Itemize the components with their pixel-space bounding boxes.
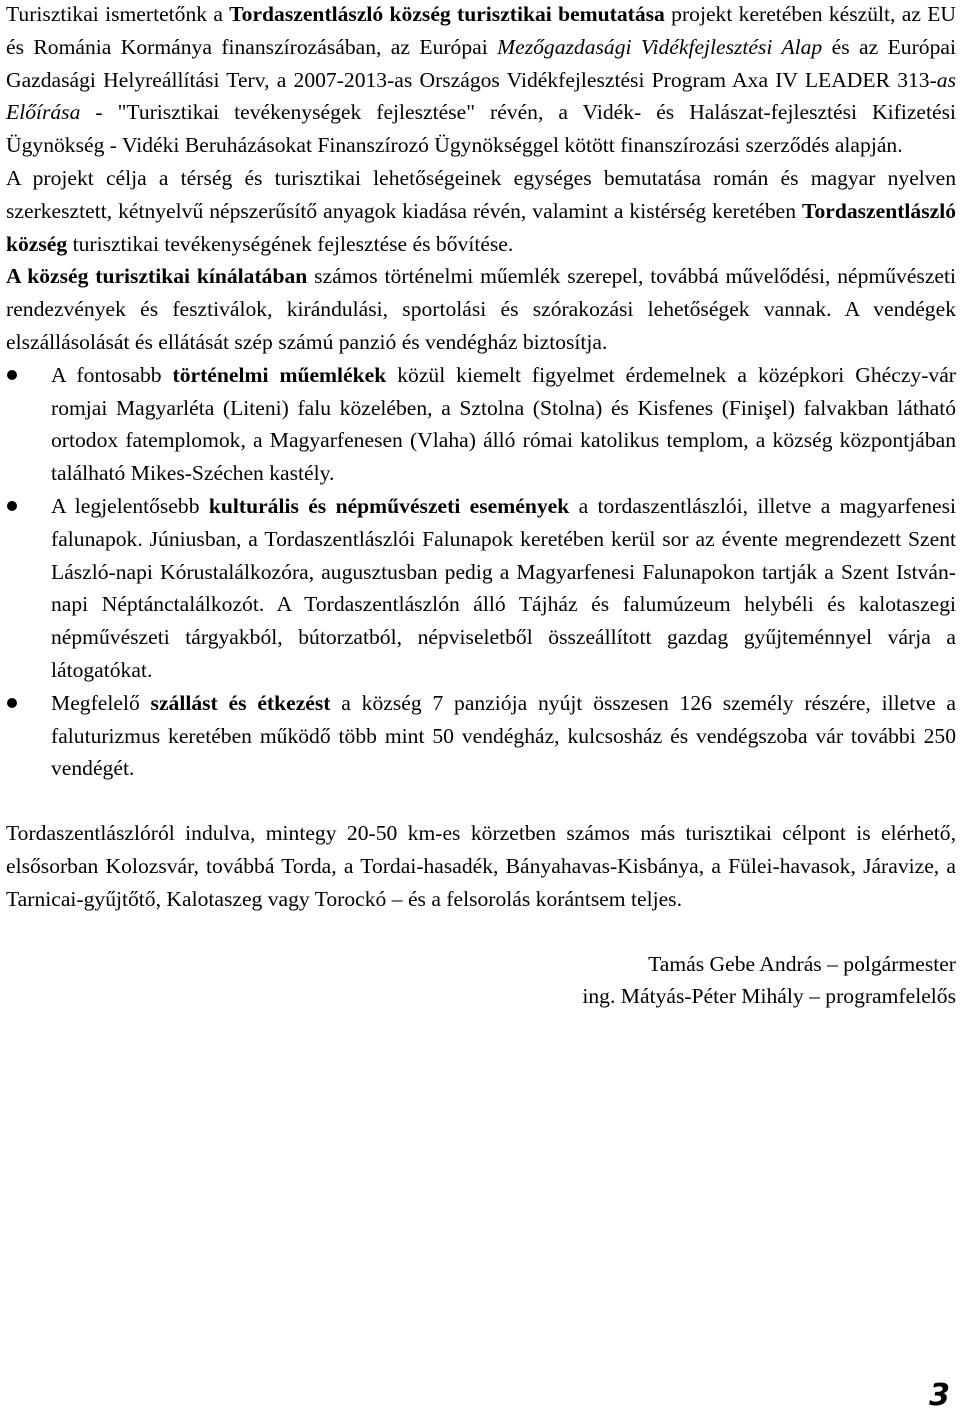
bold-term: történelmi műemlékek [172,362,387,387]
list-item [6,687,956,785]
commune-name: Tordaszentlászló község [6,198,956,256]
signature-program-manager: ing. Mátyás-Péter Mihály – programfelelős [582,984,956,1009]
signature-mayor: Tamás Gebe András – polgármester [648,951,956,976]
text-run: Turisztikai ismertetőnk a [6,2,230,26]
measure-name: as Előírása [6,67,956,125]
offer-heading: A község turisztikai kínálatában [6,264,308,289]
spacer [6,785,956,817]
list-item [6,490,956,687]
destinations-paragraph: Tordaszentlászlóról indulva, mintegy 20-50 km-es körzetben számos más turisztikai célpont is elérhető, elsősorban Kolozsvár, továbbá Torda, a Tordai-hasadék, Bányahavas-Kisbánya, a Fülei-havasok, Járavize, a Tarnicai-gyűjtőtő, Kalotaszeg vagy Torockó – és a felsorolás korántsem teljes. [6,821,956,911]
text-run: projekt keretében készült, az EU és Románia Kormánya finanszírozásában, az Európai [6,2,957,59]
text-run: a község 7 panziója nyújt összesen 126 személy részére, illetve a faluturizmus keretében működő több mint 50 vendégház, kulcsosház és vendégszoba vár további 250 vendégét. [51,690,956,781]
text-run: számos történelmi műemlék szerepel, továbbá művelődési, népművészeti rendezvények és fesztiválok, kirándulási, sportolási és szórakozási lehetőségek vannak. A vendégek elszállásolását és ellátását szép számú panzió és vendégház biztosítja. [6,264,956,354]
text-run: A projekt célja a térség és turisztikai lehetőségeinek egységes bemutatása román és magyar nyelven szerkesztett, kétnyelvű népszerűsítő anyagok kiadása révén, valamint a kistérség keretében [6,165,956,223]
highlights-list [6,359,956,785]
document-page [6,0,956,1013]
spacer [6,916,956,948]
project-goal-paragraph [6,162,956,260]
text-run: A legjelentősebb [51,493,209,518]
text-run: és az Európai Gazdasági Helyreállítási Terv, a 2007-2013-as Országos Vidékfejlesztési Program Axa IV LEADER 313- [6,34,956,92]
fund-name: Mezőgazdasági Vidékfejlesztési Alap [497,34,823,59]
list-item [6,359,956,490]
text-run: Megfelelő [51,690,151,715]
bold-term: kulturális és népművészeti események [208,493,570,518]
text-run: a tordaszentlászlói, illetve a magyarfenesi falunapok. Júniusban, a Tordaszentlászlói Falunapok keretében kerül sor az évente megrendezett Szent László-napi Kórustalálkozóra, augusztusban pedig a Magyarfenesi Falunapokon tartják a Szent István-napi Néptánctalálkozót. A Tordaszentlászlón álló Tájház és falumúzeum helybéli és kalotaszegi népművészeti tárgyakból, bútorzatból, népviseletből összeállított gazdag gyűjteménnyel várja a látogatókat. [51,493,956,682]
bullet-icon [7,370,17,380]
page-number: 3 [929,1378,950,1413]
text-run: A fontosabb [51,362,173,387]
project-title: Tordaszentlászló község turisztikai bemutatása [229,2,665,26]
intro-paragraph [6,0,956,162]
bold-term: szállást és étkezést [150,690,331,715]
bullet-icon [7,501,17,511]
text-run: közül kiemelt figyelmet érdemelnek a középkori Ghéczy-vár romjai Magyarléta (Liteni) falu közelében, a Sztolna (Stolna) és Kisfenes (Finişel) falvakban látható ortodox fatemplomok, a Magyarfenesen (Vlaha) álló római katolikus templom, a község központjában található Mikes-Széchen kastély. [51,362,956,486]
offer-paragraph [6,260,956,358]
text-run: - "Turisztikai tevékenységek fejlesztése" révén, a Vidék- és Halászat-fejlesztési Kifizetési Ügynökség - Vidéki Beruházásokat Finanszírozó Ügynökséggel kötött finanszírozási szerződés alapján. [6,100,956,158]
bullet-icon [7,698,17,708]
text-run: turisztikai tevékenységének fejlesztése és bővítése. [67,231,514,256]
